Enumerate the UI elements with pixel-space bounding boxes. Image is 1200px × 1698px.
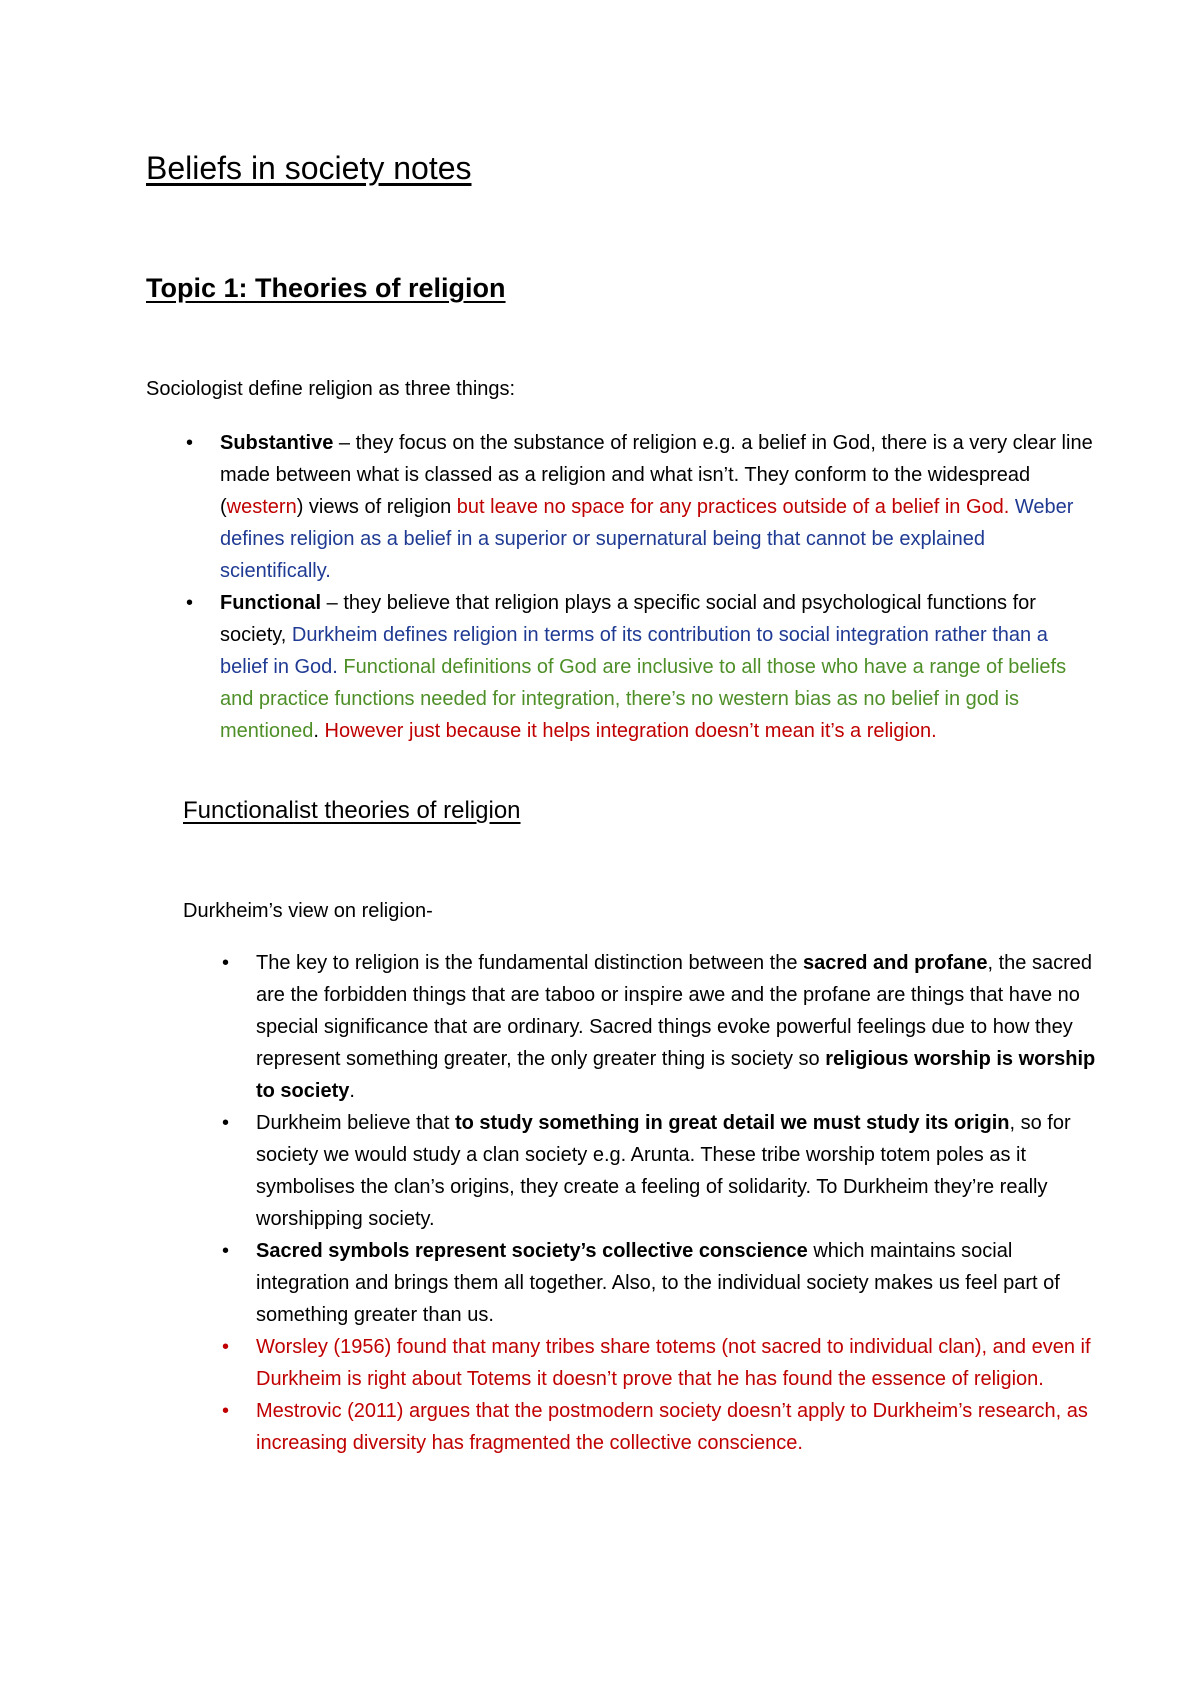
point-bold: religious worship is worship to society — [256, 1048, 1096, 1102]
point-bold: sacred and profane — [803, 952, 988, 974]
point-text: , so for society we would study a clan society e.g. Arunta. These tribe worship totem poles as it symbolises the clan’s origins, they create a feeling of solidarity. To Durkheim they’re really worshipping society. — [256, 1112, 1071, 1230]
bullet-icon: • — [222, 1240, 230, 1262]
term-substantive: Substantive — [220, 432, 334, 454]
point-text: which maintains social integration and brings them all together. Also, to the individual society makes us feel part of something greater than us. — [256, 1240, 1060, 1326]
mestrovic-criticism: Mestrovic (2011) argues that the postmodern society doesn’t apply to Durkheim’s research, as increasing diversity has fragmented the collective conscience. — [256, 1400, 1088, 1454]
functional-text: – they believe that religion plays a specific social and psychological functions for society, — [220, 592, 1036, 646]
list-item-substantive — [186, 427, 1100, 587]
bullet-icon: • — [186, 432, 194, 454]
document-title: Beliefs in society notes — [146, 150, 472, 186]
western-highlight: western — [226, 496, 297, 518]
intro-text: Sociologist define religion as three things: — [146, 378, 516, 400]
list-item — [222, 947, 1106, 1107]
weber-definition: Weber defines religion as a belief in a superior or supernatural being that cannot be explained scientifically. — [220, 496, 1074, 582]
point-bold: Sacred symbols represent society’s collective conscience — [256, 1240, 808, 1262]
definitions-list — [186, 427, 1100, 747]
substantive-text: – they focus on the substance of religion e.g. a belief in God, there is a very clear line made between what is classed as a religion and what isn’t. They conform to the widespread ( — [220, 432, 1093, 518]
list-item — [222, 1395, 1106, 1459]
durkheim-definition: Durkheim defines religion in terms of its contribution to social integration rather than a belief in God. — [220, 624, 1048, 678]
list-item-functional — [186, 587, 1100, 747]
functional-criticism: However just because it helps integration doesn’t mean it’s a religion. — [324, 720, 937, 742]
substantive-criticism: but leave no space for any practices outside of a belief in God. — [456, 496, 1010, 518]
functional-evaluation: Functional definitions of God are inclusive to all those who have a range of beliefs and practice functions needed for integration, there’s no western bias as no belief in god is mentioned — [220, 656, 1067, 742]
bullet-icon: • — [222, 952, 230, 974]
period: . — [313, 720, 325, 742]
durkheim-intro: Durkheim’s view on religion- — [183, 900, 433, 922]
list-item — [222, 1107, 1106, 1235]
point-text: , the sacred are the forbidden things that are taboo or inspire awe and the profane are things that have no special significance that are ordinary. Sacred things evoke powerful feelings due to how they represent something greater, the only greater thing is society so — [256, 952, 1093, 1070]
topic-heading: Topic 1: Theories of religion — [146, 273, 506, 303]
bullet-icon: • — [222, 1400, 230, 1422]
term-functional: Functional — [220, 592, 322, 614]
point-bold: to study something in great detail we must study its origin — [454, 1112, 1010, 1134]
substantive-text-2: ) views of religion — [296, 496, 457, 518]
section-subheading: Functionalist theories of religion — [183, 797, 521, 824]
bullet-icon: • — [186, 592, 194, 614]
point-text: Durkheim believe that — [256, 1112, 455, 1134]
point-text: The key to religion is the fundamental distinction between the — [256, 952, 803, 974]
point-text: . — [349, 1080, 355, 1102]
durkheim-points-list — [222, 947, 1106, 1459]
bullet-icon: • — [222, 1336, 230, 1358]
list-item — [222, 1235, 1106, 1331]
worsley-criticism: Worsley (1956) found that many tribes share totems (not sacred to individual clan), and even if Durkheim is right about Totems it doesn’t prove that he has found the essence of religion. — [256, 1336, 1091, 1390]
list-item — [222, 1331, 1106, 1395]
bullet-icon: • — [222, 1112, 230, 1134]
